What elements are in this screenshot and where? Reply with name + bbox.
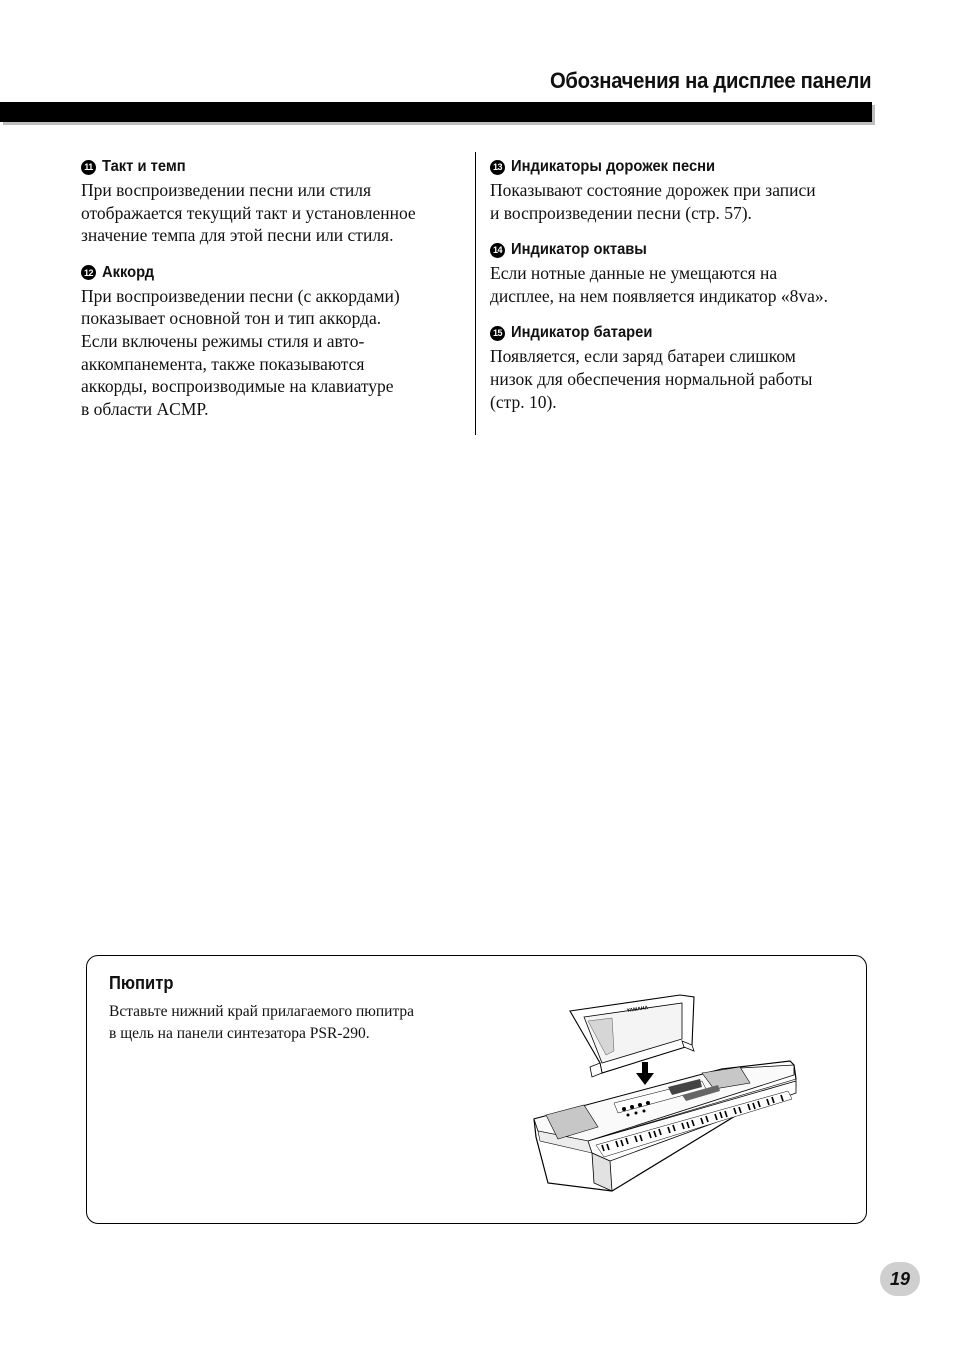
section-title: Индикаторы дорожек песни xyxy=(511,158,716,175)
body-line: в области ACMP. xyxy=(81,398,209,419)
section-heading xyxy=(490,238,885,262)
body-line: значение темпа для этой песни или стиля. xyxy=(81,225,394,246)
section-number-badge: 12 xyxy=(81,265,96,280)
box-text-line: в щель на панели синтезатора PSR-290. xyxy=(109,1025,370,1042)
section-battery xyxy=(490,321,885,413)
body-line: При воспроизведении песни или стиля xyxy=(81,180,372,200)
section-song-tracks xyxy=(490,155,885,224)
body-line: Если включены режимы стиля и авто- xyxy=(81,330,365,351)
body-line: (стр. 10). xyxy=(490,391,557,412)
body-line: аккорды, воспроизводимые на клавиатуре xyxy=(81,376,394,397)
box-title: Пюпитр xyxy=(109,973,174,993)
box-text xyxy=(109,1001,414,1045)
body-line: низок для обеспечения нормальной работы xyxy=(490,368,813,389)
body-line: отображается текущий такт и установленное xyxy=(81,202,416,223)
music-rest-icon xyxy=(570,995,694,1077)
column-divider xyxy=(475,152,476,435)
section-title: Такт и темп xyxy=(102,158,186,175)
body-line: показывает основной тон и тип аккорда. xyxy=(81,308,382,329)
left-column xyxy=(81,155,466,434)
section-measure-tempo xyxy=(81,155,466,247)
section-title: Аккорд xyxy=(102,263,155,281)
section-title: Индикатор батареи xyxy=(511,324,653,342)
section-heading xyxy=(81,261,466,285)
body-line: Появляется, если заряд батареи слишком xyxy=(490,346,796,367)
right-column xyxy=(490,155,885,427)
page-title: Обозначения на дисплее панели xyxy=(549,68,871,93)
body-line: При воспроизведении песни (с аккордами) xyxy=(81,285,400,306)
section-heading xyxy=(490,321,885,345)
keyboard-music-rest-illustration xyxy=(532,991,802,1196)
section-title: Индикатор октавы xyxy=(511,241,647,259)
section-number-badge: 15 xyxy=(490,326,505,341)
section-chord xyxy=(81,261,466,421)
down-arrow-icon xyxy=(636,1062,654,1085)
section-octave xyxy=(490,238,885,307)
title-bar xyxy=(0,102,872,122)
box-text-line: Вставьте нижний край прилагаемого пюпитра xyxy=(109,1003,415,1020)
section-number-badge: 11 xyxy=(81,160,96,175)
section-heading xyxy=(490,155,885,179)
body-line: Показывают состояние дорожек при записи xyxy=(490,180,816,200)
yamaha-logo: YAMAHA xyxy=(626,1005,649,1014)
music-rest-box xyxy=(86,955,867,1224)
section-number-badge: 14 xyxy=(490,243,505,258)
section-heading xyxy=(81,155,466,179)
page-number: 19 xyxy=(880,1262,920,1296)
body-line: аккомпанемента, также показываются xyxy=(81,353,365,374)
keyboard-icon xyxy=(534,1061,796,1191)
body-line: и воспроизведении песни (стр. 57). xyxy=(490,202,752,223)
body-line: дисплее, на нем появляется индикатор «8va». xyxy=(490,285,828,306)
section-number-badge: 13 xyxy=(490,160,505,175)
body-line: Если нотные данные не умещаются на xyxy=(490,263,778,284)
